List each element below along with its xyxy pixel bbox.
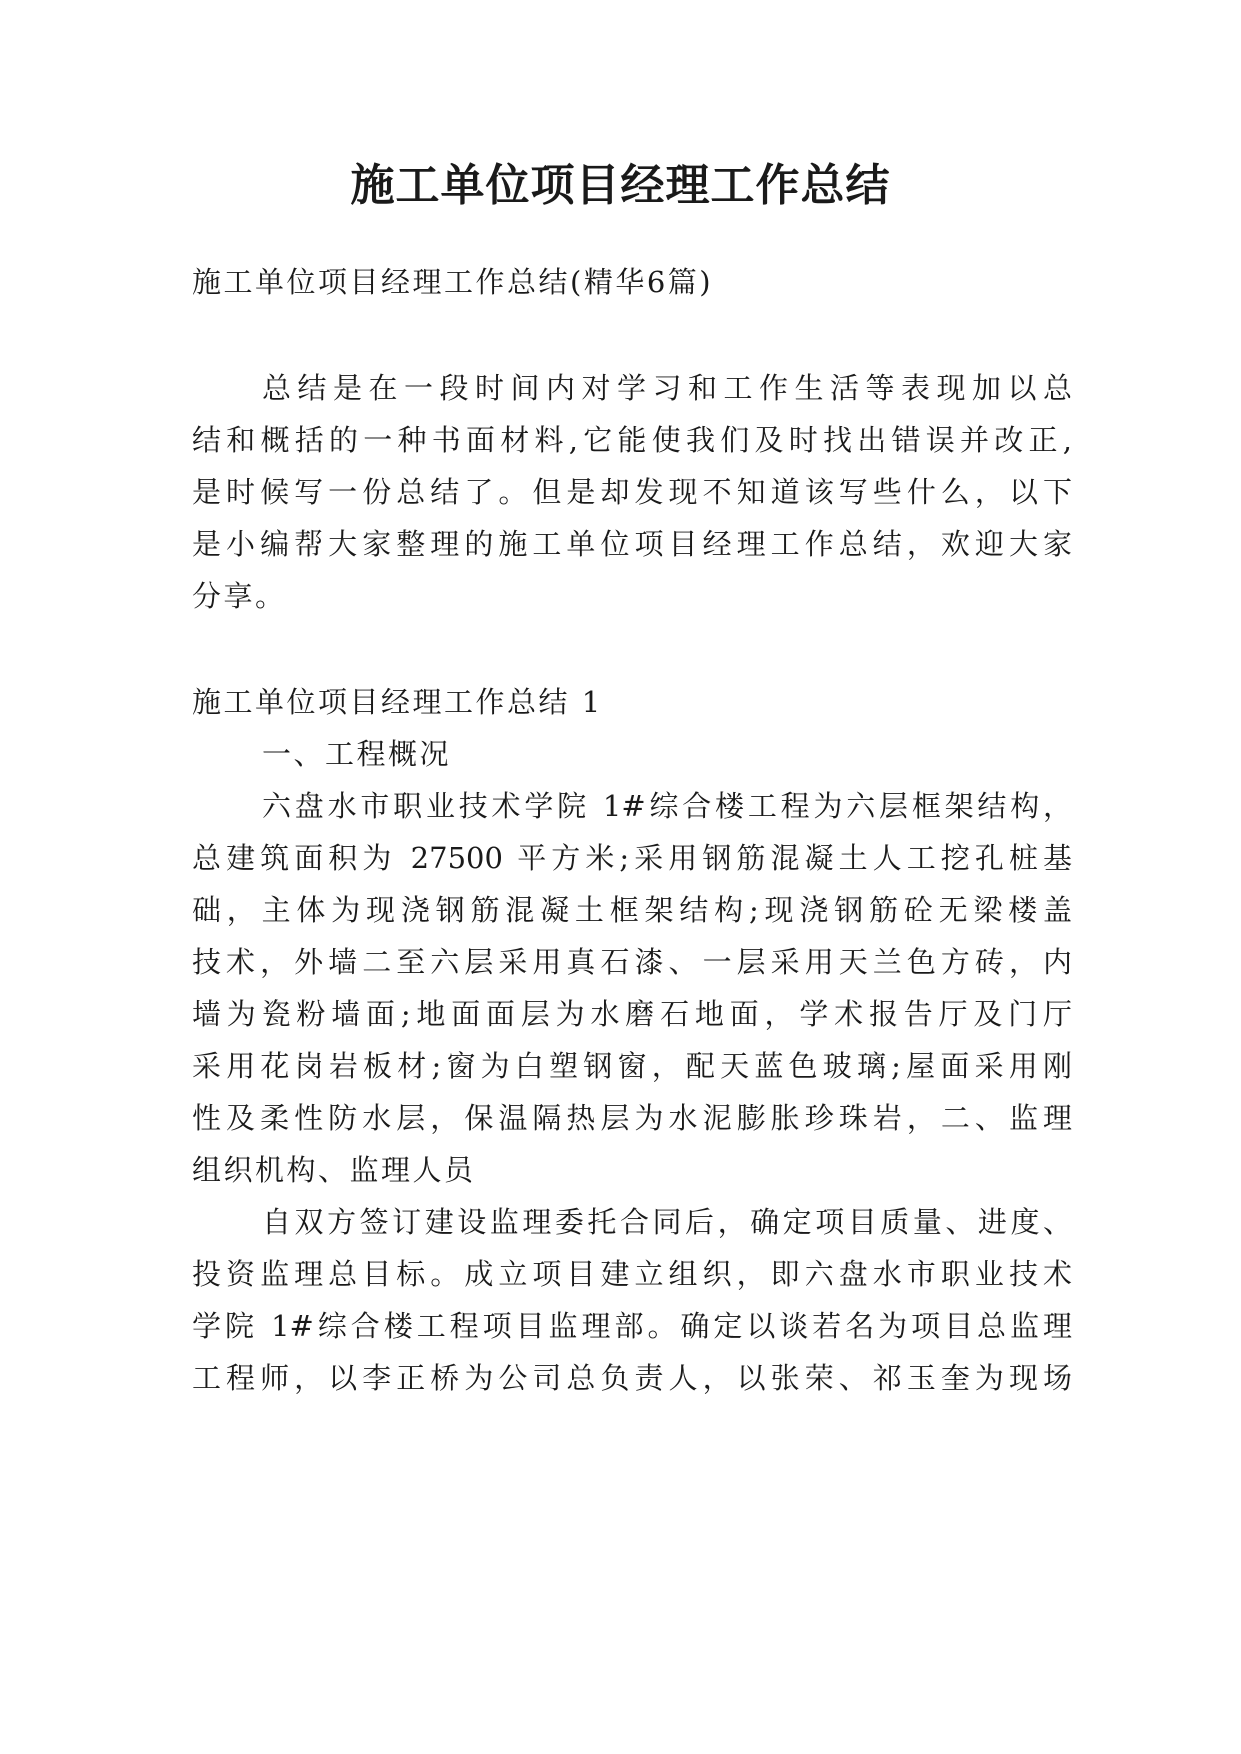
paragraph-line: 墙为瓷粉墙面;地面面层为水磨石地面，学术报告厅及门厅 xyxy=(192,997,1072,1031)
document-subtitle: 施工单位项目经理工作总结(精华6篇) xyxy=(192,265,714,299)
paragraph-line: 性及柔性防水层，保温隔热层为水泥膨胀珍珠岩，二、监理 xyxy=(192,1101,1072,1135)
document-title: 施工单位项目经理工作总结 xyxy=(350,160,891,211)
intro-line: 结和概括的一种书面材料,它能使我们及时找出错误并改正, xyxy=(192,423,1072,457)
intro-line: 是小编帮大家整理的施工单位项目经理工作总结，欢迎大家 xyxy=(192,527,1072,561)
paragraph-line: 学院 1#综合楼工程项目监理部。确定以谈若名为项目总监理 xyxy=(192,1309,1072,1343)
intro-line: 总结是在一段时间内对学习和工作生活等表现加以总 xyxy=(262,371,1072,405)
subheading: 一、工程概况 xyxy=(262,737,452,771)
intro-line: 分享。 xyxy=(192,579,287,613)
section-heading: 施工单位项目经理工作总结 1 xyxy=(192,685,603,719)
paragraph-line: 技术，外墙二至六层采用真石漆、一层采用天兰色方砖，内 xyxy=(192,945,1072,979)
paragraph-line: 工程师，以李正桥为公司总负责人，以张荣、祁玉奎为现场 xyxy=(192,1361,1072,1395)
paragraph-line: 自双方签订建设监理委托合同后，确定项目质量、进度、 xyxy=(262,1205,1072,1239)
paragraph-line: 六盘水市职业技术学院 1#综合楼工程为六层框架结构， xyxy=(262,789,1072,823)
paragraph-line: 总建筑面积为 27500 平方米;采用钢筋混凝土人工挖孔桩基 xyxy=(192,841,1072,875)
paragraph-line: 投资监理总目标。成立项目建立组织，即六盘水市职业技术 xyxy=(192,1257,1072,1291)
paragraph-line: 组织机构、监理人员 xyxy=(192,1153,476,1187)
paragraph-line: 础，主体为现浇钢筋混凝土框架结构;现浇钢筋砼无梁楼盖 xyxy=(192,893,1072,927)
intro-line: 是时候写一份总结了。但是却发现不知道该写些什么，以下 xyxy=(192,475,1072,509)
paragraph-line: 采用花岗岩板材;窗为白塑钢窗，配天蓝色玻璃;屋面采用刚 xyxy=(192,1049,1072,1083)
